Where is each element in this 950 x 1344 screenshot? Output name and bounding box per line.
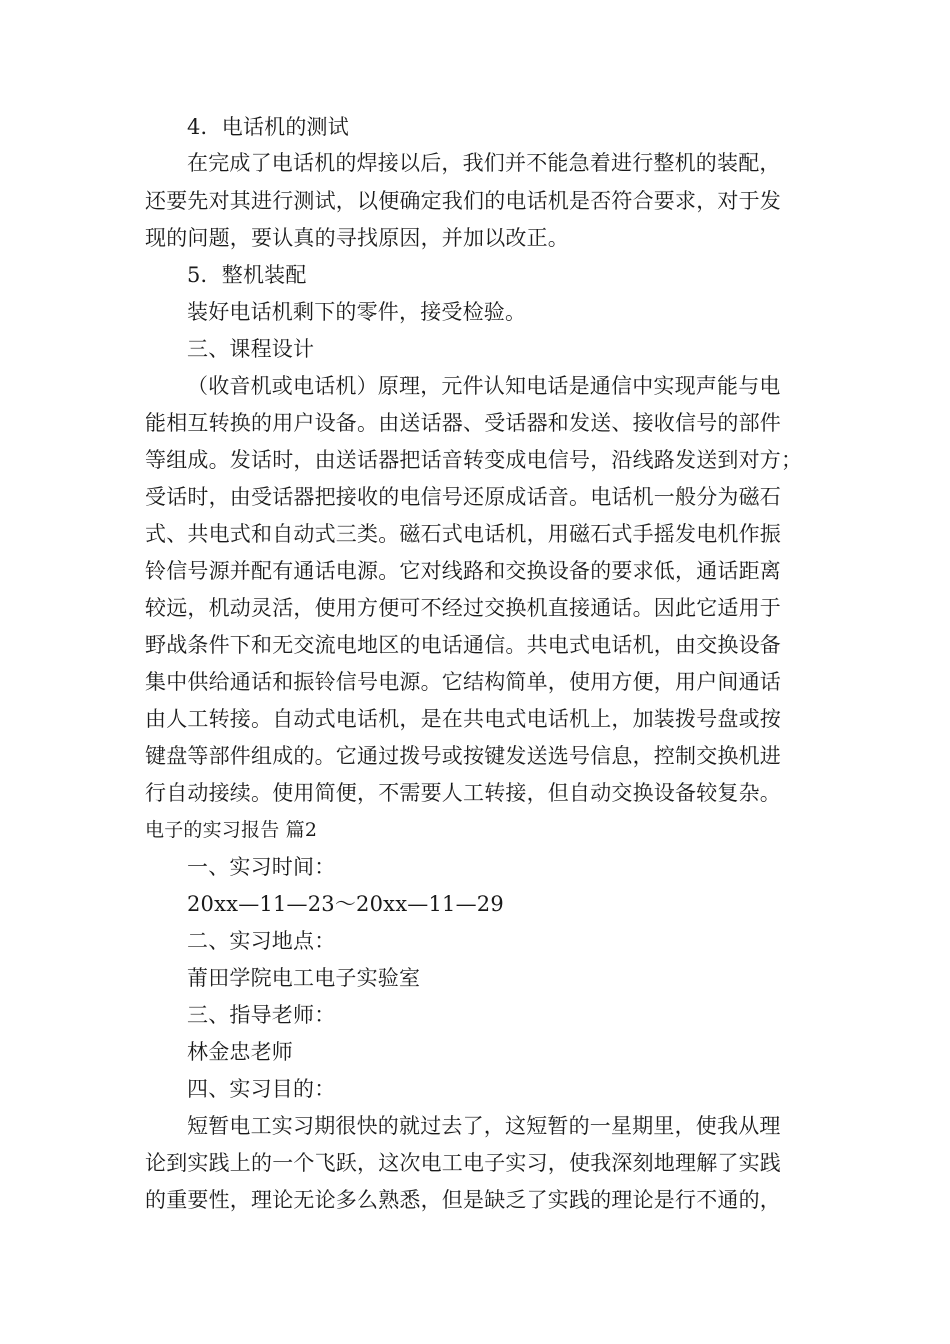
paragraph-line: 的重要性，理论无论多么熟悉，但是缺乏了实践的理论是行不通的， xyxy=(145,1188,781,1212)
paragraph-line: 装好电话机剩下的零件，接受检验。 xyxy=(187,300,527,324)
paragraph-line: 论到实践上的一个飞跃，这次电工电子实习，使我深刻地理解了实践 xyxy=(145,1151,781,1175)
paragraph-line: 等组成。发话时，由送话器把话音转变成电信号，沿线路发送到对方； xyxy=(145,448,803,472)
paragraph-line: 由人工转接。自动式电话机，是在共电式电话机上，加装拨号盘或按 xyxy=(145,707,781,731)
report-section-title: 电子的实习报告 篇2 xyxy=(145,819,318,841)
internship-dates: 20xx—11—23～20xx—11—29 xyxy=(187,892,504,916)
section-heading-location: 二、实习地点： xyxy=(187,929,336,953)
paragraph-line: 受话时，由受话器把接收的电信号还原成话音。电话机一般分为磁石 xyxy=(145,485,781,509)
paragraph-line: 现的问题，要认真的寻找原因，并加以改正。 xyxy=(145,226,569,250)
paragraph-line: 野战条件下和无交流电地区的电话通信。共电式电话机，由交换设备 xyxy=(145,633,781,657)
section-heading-assembly: 5．整机装配 xyxy=(187,263,307,287)
section-heading-purpose: 四、实习目的： xyxy=(187,1077,336,1101)
paragraph-line: 铃信号源并配有通话电源。它对线路和交换设备的要求低，通话距离 xyxy=(145,559,781,583)
paragraph-line: 还要先对其进行测试，以便确定我们的电话机是否符合要求，对于发 xyxy=(145,189,781,213)
section-heading-course-design: 三、课程设计 xyxy=(187,337,315,361)
section-heading-phone-test: 4．电话机的测试 xyxy=(187,115,349,139)
section-heading-instructor: 三、指导老师： xyxy=(187,1003,336,1027)
internship-location: 莆田学院电工电子实验室 xyxy=(187,966,421,990)
paragraph-line: 式、共电式和自动式三类。磁石式电话机，用磁石式手摇发电机作振 xyxy=(145,522,781,546)
paragraph-line: 较远，机动灵活，使用方便可不经过交换机直接通话。因此它适用于 xyxy=(145,596,781,620)
paragraph-line: （收音机或电话机）原理，元件认知电话是通信中实现声能与电 xyxy=(187,374,781,398)
paragraph-line: 键盘等部件组成的。它通过拨号或按键发送选号信息，控制交换机进 xyxy=(145,744,781,768)
paragraph-line: 行自动接续。使用简便，不需要人工转接，但自动交换设备较复杂。 xyxy=(145,781,781,805)
paragraph-line: 短暂电工实习期很快的就过去了，这短暂的一星期里，使我从理 xyxy=(187,1114,781,1138)
instructor-name: 林金忠老师 xyxy=(187,1040,293,1064)
section-heading-time: 一、实习时间： xyxy=(187,855,336,879)
paragraph-line: 在完成了电话机的焊接以后，我们并不能急着进行整机的装配， xyxy=(187,151,781,175)
paragraph-line: 集中供给通话和振铃信号电源。它结构简单，使用方便，用户间通话 xyxy=(145,670,781,694)
paragraph-line: 能相互转换的用户设备。由送话器、受话器和发送、接收信号的部件 xyxy=(145,411,781,435)
